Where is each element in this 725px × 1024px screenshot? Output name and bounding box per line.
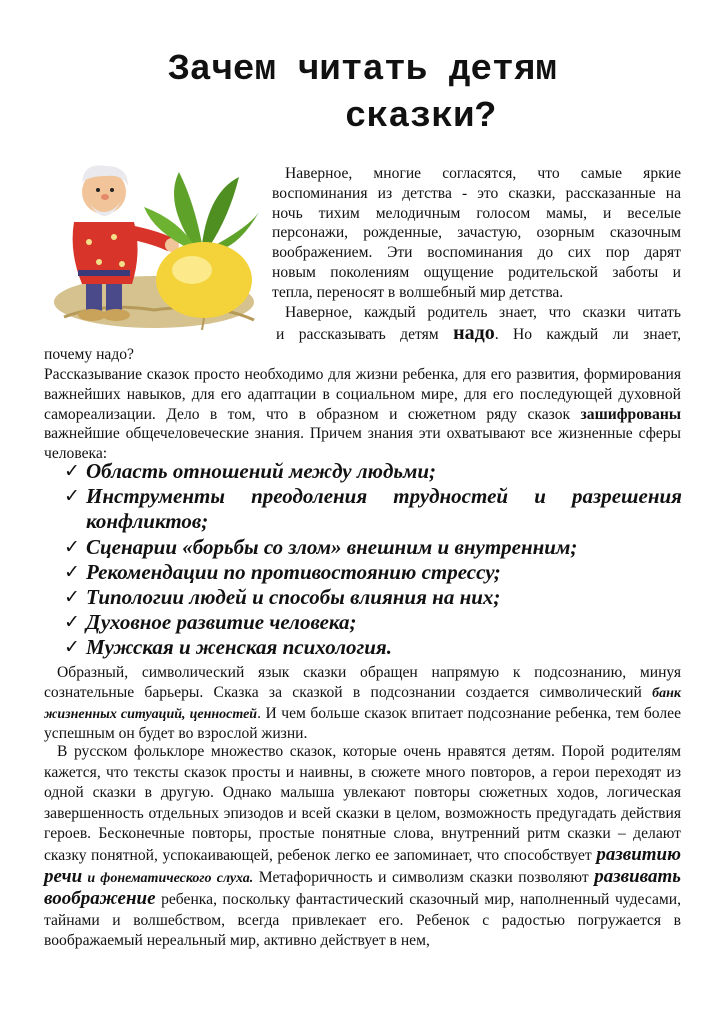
check-icon: ✓ [64,485,80,508]
intro-line: ночь тихим мелодичным голосом мамы, и веселые [272,204,681,222]
life-spheres-list [62,459,682,661]
body-paragraph-1 [44,365,681,464]
list-item [62,610,682,635]
intro2-line-3: почему надо? [44,346,134,363]
check-icon: ✓ [64,535,80,558]
body3-text-c: ребенка, поскольку фантастический сказочный мир, наполненный чудесами, тайнами и волшебством, всегда привлекает его. Ребенок с радостью погружается в воображаемый нереальный мир, активно действует в нем, [44,891,681,950]
check-icon: ✓ [64,560,80,583]
intro-line: воспоминания из детства - это сказки, рассказанные на [272,184,681,202]
intro2-emphasis: надо [453,322,495,344]
list-item-text: Область отношений между людьми; [86,459,437,483]
list-item-text: Сценарии «борьбы со злом» внешним и внутренним; [86,534,578,559]
body3-text-a: В русском фольклоре множество сказок, которые очень нравятся детям. Порой родителям кажется, что тексты сказок просты и наивны, в сюжете много повторов, а герои переходят из одной сказки в другую. Однако малыша увлекают повторы сюжетных ходов, логическая завершенность отдельных эпизодов и всей сказки в целом, возможность предугадать действия героев. Бесконечные повторы, простые понятные слова, внутренний ритм сказки – делают сказку понятной, успокаивающей, ребенок легко ее запоминает, что способствует [44,743,681,864]
check-icon: ✓ [64,586,80,609]
body3-text-b: Метафоричность и символизм сказки позволяют [253,868,595,886]
list-item-text: Инструменты преодоления трудностей и разрешения конфликтов; [86,484,682,534]
list-item [62,635,682,660]
intro-line: тепла, переносят в волшебный мир детства. [272,283,564,301]
body-paragraph-2 [44,663,681,744]
body-paragraph-3 [44,742,681,952]
page-title-line-2: сказки? [345,96,497,137]
body2-text-a: Образный, символический язык сказки обращен напрямую к подсознанию, минуя сознательные барьеры. Сказка за сказкой в подсознании создается символический [44,664,681,701]
list-item [62,535,682,560]
list-item [62,585,682,610]
list-item [62,484,682,534]
list-item-text: Духовное развитие человека; [86,610,357,635]
intro2-line-1: Наверное, каждый родитель знает, что сказки читать [285,304,681,321]
intro-line: Наверное, многие согласятся, что самые яркие [285,165,681,182]
body1-text-b: важнейшие общечеловеческие знания. Причем знания эти охватывают все жизненные сферы человека: [44,425,681,463]
intro2-text-a: и рассказывать детям [276,326,454,343]
page-title-line-1: Зачем читать детям [168,49,557,90]
body3-emphasis-imagination: развивать воображение [44,865,681,910]
check-icon: ✓ [64,460,80,482]
body3-emphasis-speech: развитию речи [44,843,681,887]
grandpa-turnip-illustration [44,152,266,334]
list-item-text: Типологии людей и способы влияния на них; [86,585,501,610]
body2-emphasis: банк жизненных ситуаций, ценностей [44,685,681,722]
body1-emphasis: зашифрованы [580,405,681,423]
list-item-text: Рекомендации по противостоянию стрессу; [86,559,501,584]
body3-emphasis-hearing: и фонематического слуха. [82,870,254,886]
check-icon: ✓ [64,611,80,634]
check-icon: ✓ [64,636,80,659]
intro-line: воображением. Эти воспоминания до сих пор дарят [272,244,681,262]
intro2-line-2 [276,324,681,345]
intro-line: персонажи, рожденные, зачастую, озорным сказочным [272,224,681,242]
list-item-text: Мужская и женская психология. [86,635,392,660]
list-item [62,560,682,585]
list-item [62,459,682,484]
body2-text-b: . И чем больше сказок впитает подсознание ребенка, тем более успешным он будет во взрослой жизни. [44,704,681,743]
intro-paragraph [272,164,681,303]
intro-line: новым поколениям ощущение родительской заботы и [272,263,681,281]
body1-text-a: Рассказывание сказок просто необходимо для жизни ребенка, для его развития, формирования важнейших навыков, для его адаптации в социальном мире, для его последующей духовной самореализации. Дело в том, что в образном и сюжетном ряду сказок [44,366,681,423]
intro2-text-b: . Но каждый ли знает, [494,326,681,343]
